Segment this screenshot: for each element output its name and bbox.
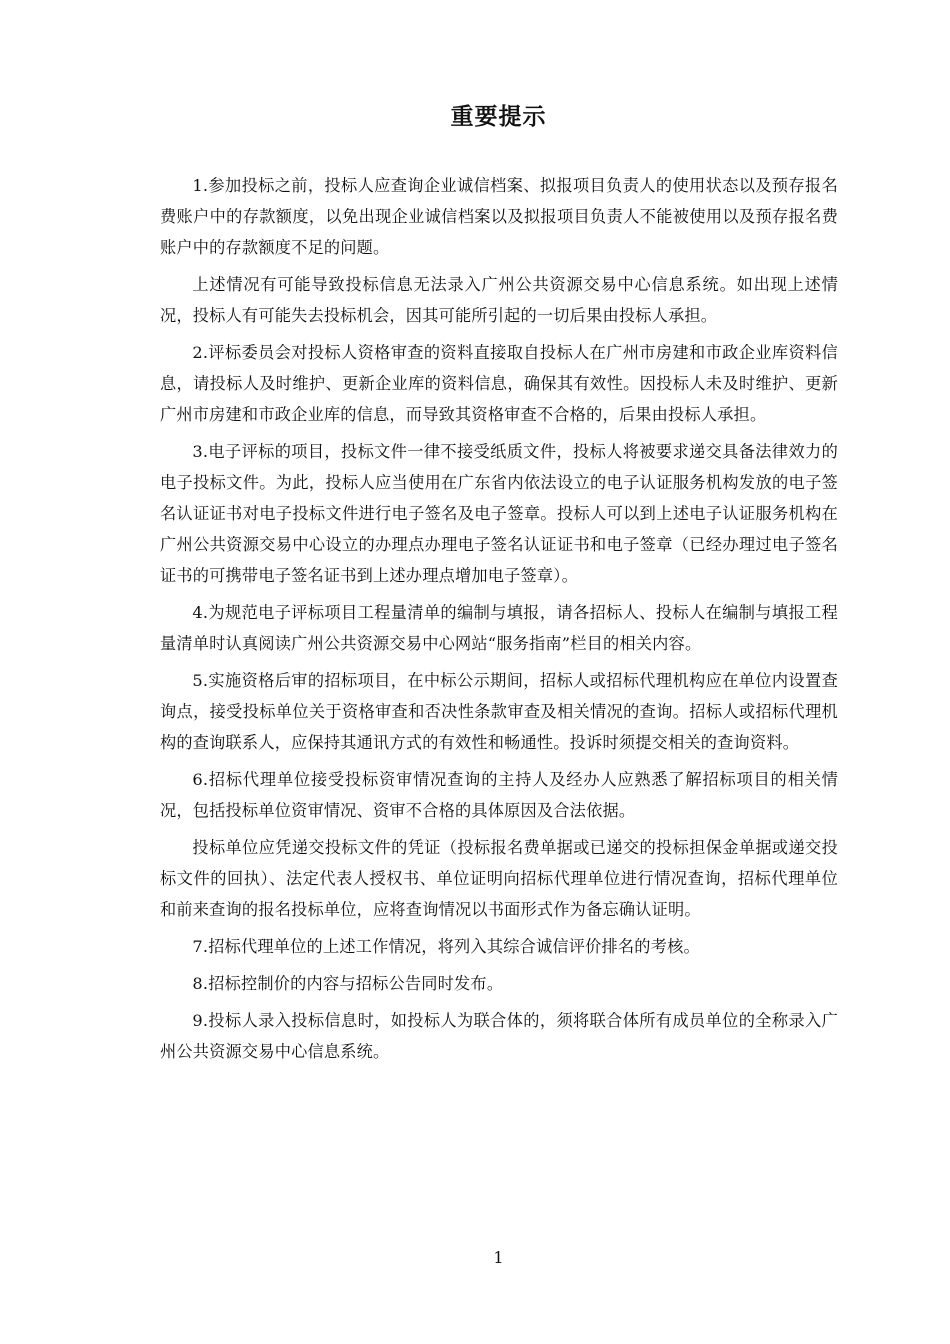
paragraph-7: 7.招标代理单位的上述工作情况，将列入其综合诚信评价排名的考核。 [192, 937, 700, 956]
paragraph-4: 4.为规范电子评标项目工程量清单的编制与填报，请各招标人、投标人在编制与填报工程量清单时认真阅读广州公共资源交易中心网站“服务指南”栏目的相关内容。 [160, 603, 838, 653]
paragraph-2: 2.评标委员会对投标人资格审查的资料直接取自投标人在广州市房建和市政企业库资料信息，请投标人及时维护、更新企业库的资料信息，确保其有效性。因投标人未及时维护、更新广州市房建和市政企业库的信息，而导致其资格审查不合格的，后果由投标人承担。 [160, 343, 838, 424]
paragraph-8: 8.招标控制价的内容与招标公告同时发布。 [192, 974, 504, 993]
paragraph-3: 3.电子评标的项目，投标文件一律不接受纸质文件，投标人将被要求递交具备法律效力的电子投标文件。为此，投标人应当使用在广东省内依法设立的电子认证服务机构发放的电子签名认证证书对电子投标文件进行电子签名及电子签章。投标人可以到上述电子认证服务机构在广州公共资源交易中心设立的办理点办理电子签名认证证书和电子签章（已经办理过电子签名证书的可携带电子签名证书到上述办理点增加电子签章）。 [160, 442, 838, 585]
paragraph-9: 9.投标人录入投标信息时，如投标人为联合体的，须将联合体所有成员单位的全称录入广州公共资源交易中心信息系统。 [160, 1011, 838, 1061]
paragraph-1-note: 上述情况有可能导致投标信息无法录入广州公共资源交易中心信息系统。如出现上述情况，投标人有可能失去投标机会，因其可能所引起的一切后果由投标人承担。 [160, 275, 838, 325]
page-number: 1 [493, 1248, 504, 1267]
paragraph-6-note: 投标单位应凭递交投标文件的凭证（投标报名费单据或已递交的投标担保金单据或递交投标文件的回执）、法定代表人授权书、单位证明向招标代理单位进行情况查询，招标代理单位和前来查询的报名投标单位，应将查询情况以书面形式作为备忘确认证明。 [160, 838, 838, 919]
paragraph-1: 1.参加投标之前，投标人应查询企业诚信档案、拟报项目负责人的使用状态以及预存报名费账户中的存款额度，以免出现企业诚信档案以及拟报项目负责人不能被使用以及预存报名费账户中的存款额度不足的问题。 [160, 176, 838, 257]
page-title: 重要提示 [450, 104, 547, 130]
paragraph-5: 5.实施资格后审的招标项目，在中标公示期间，招标人或招标代理机构应在单位内设置查询点，接受投标单位关于资格审查和否决性条款审查及相关情况的查询。招标人或招标代理机构的查询联系人，应保持其通讯方式的有效性和畅通性。投诉时须提交相关的查询资料。 [160, 671, 838, 752]
paragraph-6: 6.招标代理单位接受投标资审情况查询的主持人及经办人应熟悉了解招标项目的相关情况，包括投标单位资审情况、资审不合格的具体原因及合法依据。 [160, 770, 838, 820]
notice-body [160, 170, 838, 1073]
